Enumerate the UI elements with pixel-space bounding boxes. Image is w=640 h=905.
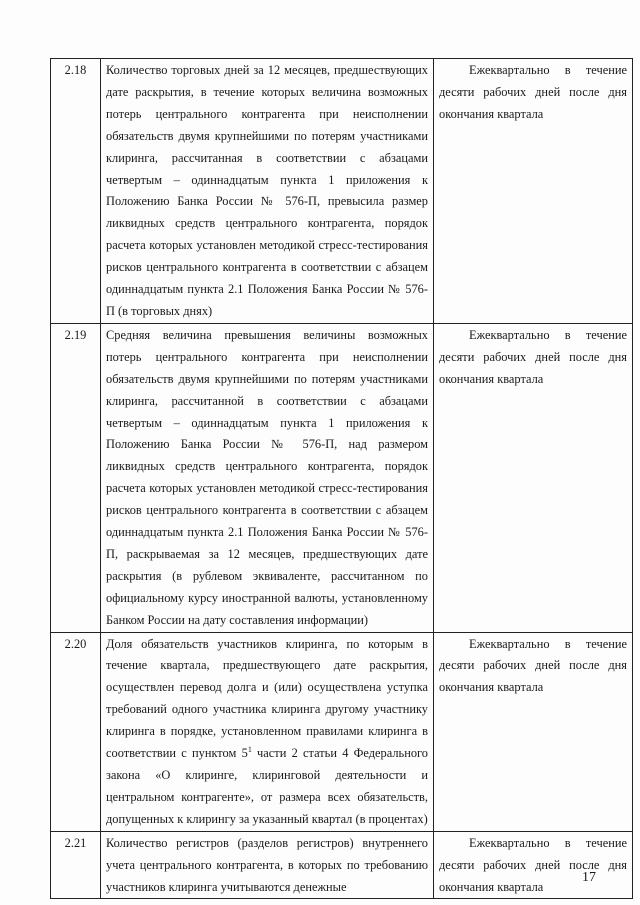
row-description: Количество торговых дней за 12 месяцев, предшествующих дате раскрытия, в течение которых величина возможных потерь центрального контрагента при неисполнении обязательств двумя крупнейшими по потерям участниками клиринга, рассчитанная в соответствии с абзацами четвертым – одиннадцатым пункта 1 приложения к Положению Банка России № 576-П, превысила размер ликвидных средств центрального контрагента, порядок расчета которых установлен методикой стресс-тестирования рисков центрального контрагента в соответствии с абзацем одиннадцатым пункта 2.1 Положения Банка России № 576-П (в торговых днях) <box>101 59 434 324</box>
row-term: Ежеквартально в течение десяти рабочих дней после дня окончания квартала <box>434 831 633 899</box>
row-description: Доля обязательств участников клиринга, по которым в течение квартала, предшествующего дате раскрытия, осуществлен перевод долга и (или) осуществлена уступка требований одного участника клиринга другому участнику клиринга в порядке, установленном правилами клиринга в соответствии с пунктом $5^1$ части 2 статьи 4 Федерального закона «О клиринге, клиринговой деятельности и центральном контрагенте», от размера всех обязательств, допущенных к клирингу за указанный квартал (в процентах) <box>101 632 434 831</box>
superscript: 1 <box>247 744 252 754</box>
row-description: Количество регистров (разделов регистров) внутреннего учета центрального контрагента, в которых по требованию участников клиринга учитываются денежные <box>101 831 434 899</box>
disclosure-table <box>50 58 633 899</box>
row-term: Ежеквартально в течение десяти рабочих дней после дня окончания квартала <box>434 323 633 632</box>
table-row <box>51 632 633 831</box>
table-row <box>51 59 633 324</box>
row-number: 2.21 <box>51 831 101 899</box>
row-term: Ежеквартально в течение десяти рабочих дней после дня окончания квартала <box>434 59 633 324</box>
table-row <box>51 831 633 899</box>
row-number: 2.18 <box>51 59 101 324</box>
row-number: 2.19 <box>51 323 101 632</box>
table-row <box>51 323 633 632</box>
page-number: 17 <box>582 870 596 885</box>
row-term: Ежеквартально в течение десяти рабочих дней после дня окончания квартала <box>434 632 633 831</box>
row-description: Средняя величина превышения величины возможных потерь центрального контрагента при неисполнении обязательств двумя крупнейшими по потерям участниками клиринга, рассчитанной в соответствии с абзацами четвертым – одиннадцатым пункта 1 приложения к Положению Банка России № 576-П, над размером ликвидных средств центрального контрагента, порядок расчета которых установлен методикой стресс-тестирования рисков центрального контрагента в соответствии с абзацем одиннадцатым пункта 2.1 Положения Банка России № 576-П, раскрываемая за 12 месяцев, предшествующих дате раскрытия (в рублевом эквиваленте, рассчитанном по официальному курсу иностранной валюты, установленному Банком России на дату составления информации) <box>101 323 434 632</box>
row-number: 2.20 <box>51 632 101 831</box>
